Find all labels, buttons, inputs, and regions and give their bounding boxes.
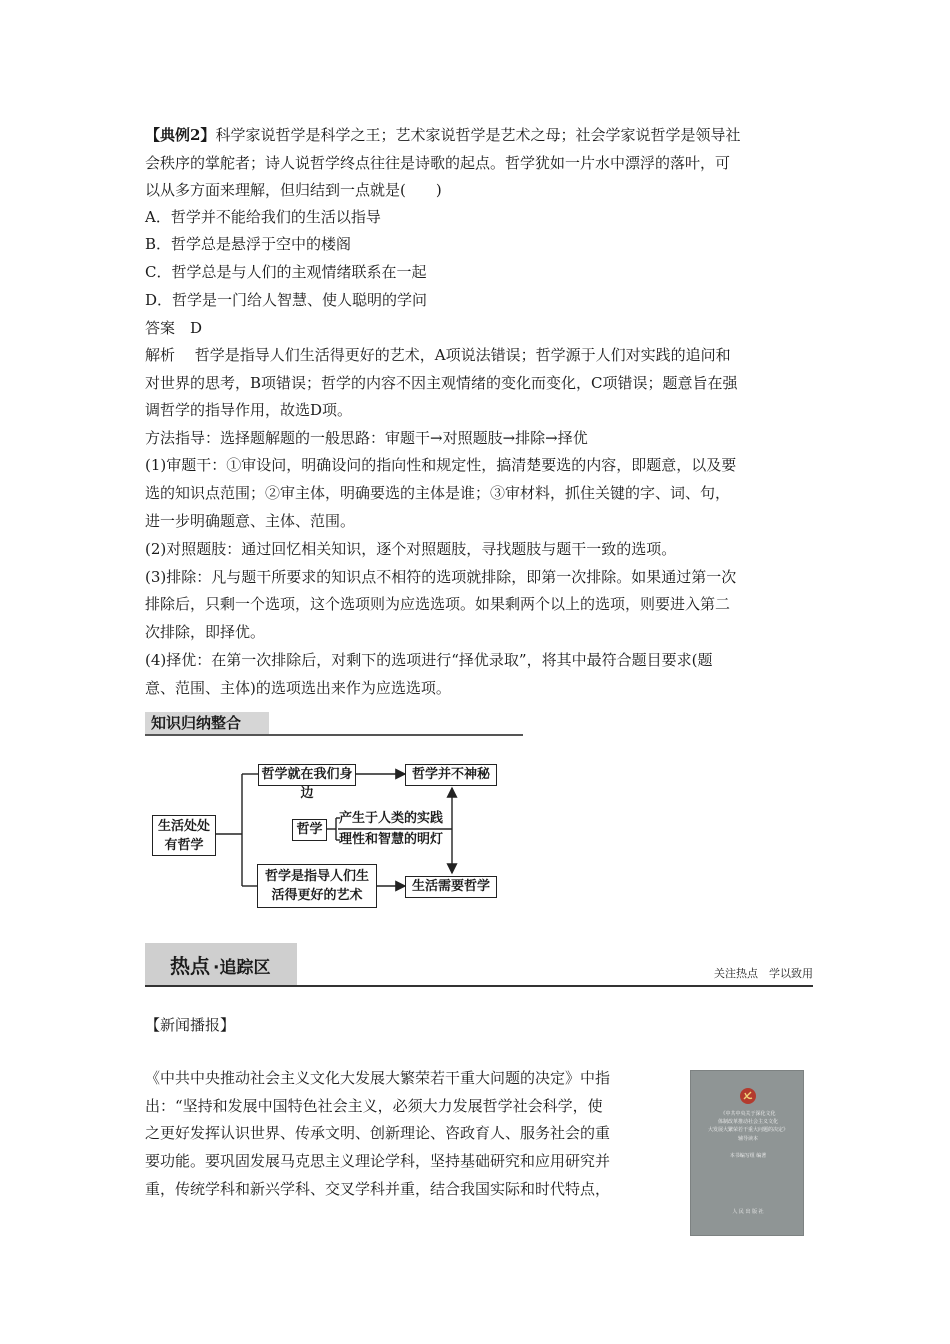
method-line-7: 排除后，只剩一个选项，这个选项则为应选选项。如果剩两个以上的选项，则要进入第二: [145, 595, 731, 613]
analysis-line-3: 调哲学的指导作用，故选D项。: [145, 401, 353, 419]
method-line-1: 方法指导：选择题解题的一般思路：审题干→对照题肢→排除→择优: [145, 429, 588, 447]
diagram-node-life-needs-philosophy: 生活需要哲学: [405, 876, 497, 898]
diagram-art-line-1: 哲学是指导人们生: [264, 869, 369, 884]
diagram-text-lamp-of-wisdom: 理性和智慧的明灯: [339, 832, 444, 847]
example-question-text: 科学家说哲学是科学之王；艺术家说哲学是艺术之母；社会学家说哲学是领导社: [215, 126, 741, 144]
answer: 答案 D: [145, 319, 203, 337]
option-a: A．哲学并不能给我们的生活以指导: [145, 208, 381, 226]
option-c: C．哲学总是与人们的主观情绪联系在一起: [145, 263, 427, 281]
example-line-3: 以从多方面来理解，但归结到一点就是( ): [145, 181, 442, 199]
diagram-node-philosophy: 哲学: [292, 819, 327, 841]
diagram-text-born-from-practice: 产生于人类的实践: [339, 811, 444, 826]
diagram-node-not-mysterious: 哲学并不神秘: [405, 764, 497, 786]
book-subtitle: 辅导读本: [737, 1136, 758, 1142]
method-line-9: (4)择优：在第一次排除后，对剩下的选项进行“择优录取”，将其中最符合题目要求(题: [145, 651, 713, 669]
book-author: 本书编写组 编著: [729, 1153, 767, 1159]
method-line-10: 意、范围、主体)的选项选出来作为应选选项。: [145, 679, 451, 697]
party-emblem-icon: [739, 1087, 757, 1105]
book-publisher: 人 民 出 版 社: [732, 1209, 764, 1215]
hot-topic-slogan: 关注热点 学以致用: [714, 967, 813, 980]
diagram-root-line-2: 有哲学: [164, 838, 204, 853]
diagram-node-art-of-living: [257, 864, 377, 908]
method-line-6: (3)排除：凡与题干所要求的知识点不相符的选项就排除，即第一次排除。如果通过第一次: [145, 568, 737, 586]
book-title-line-1: 《中共中央关于深化文化: [720, 1111, 776, 1117]
news-tag: 【新闻播报】: [145, 1016, 236, 1034]
method-line-2: (1)审题干：①审设问，明确设问的指向性和规定性，搞清楚要选的内容，即题意，以及要: [145, 456, 737, 474]
diagram-art-line-2: 活得更好的艺术: [271, 888, 363, 903]
analysis-line-2: 对世界的思考，B项错误；哲学的内容不因主观情绪的变化而变化，C项错误；题意旨在强: [145, 374, 738, 392]
method-line-3: 选的知识点范围；②审主体，明确要选的主体是谁；③审材料，抓住关键的字、词、句，: [145, 484, 731, 502]
example-tag: 【典例2】: [145, 126, 216, 144]
option-d: D．哲学是一门给人智慧、使人聪明的学问: [145, 291, 428, 309]
option-b: B．哲学总是悬浮于空中的楼阁: [145, 235, 352, 253]
diagram-root-line-1: 生活处处: [157, 819, 210, 834]
news-line-4: 要功能。要巩固发展马克思主义理论学科，坚持基础研究和应用研究并: [145, 1152, 611, 1170]
method-line-5: (2)对照题肢：通过回忆相关知识，逐个对照题肢，寻找题肢与题干一致的选项。: [145, 540, 677, 558]
hot-topic-rule: [145, 985, 813, 987]
news-line-1: 《中共中央推动社会主义文化大发展大繁荣若干重大问题的决定》中指: [145, 1069, 611, 1087]
news-line-2: 出：“坚持和发展中国特色社会主义，必须大力发展哲学社会科学，使: [145, 1097, 603, 1115]
book-cover-image: [690, 1070, 804, 1236]
news-line-3: 之更好发挥认识世界、传承文明、创新理论、咨政育人、服务社会的重: [145, 1124, 611, 1142]
diagram-root-node: [152, 815, 216, 856]
news-line-5: 重，传统学科和新兴学科、交叉学科并重，结合我国实际和时代特点，: [145, 1180, 611, 1198]
analysis-line-1: 解析 哲学是指导人们生活得更好的艺术，A项说法错误；哲学源于人们对实践的追问和: [145, 346, 731, 364]
hot-topic-title: 热点: [170, 954, 210, 978]
method-line-8: 次排除，即择优。: [145, 623, 266, 641]
book-title-line-3: 大发展大繁荣若干重大问题的决定》: [707, 1127, 788, 1133]
diagram-node-philosophy-around-us: 哲学就在我们身边: [258, 764, 356, 786]
knowledge-title: 知识归纳整合: [145, 712, 269, 734]
example-line-2: 会秩序的掌舵者；诗人说哲学终点往往是诗歌的起点。哲学犹如一片水中漂浮的落叶，可: [145, 154, 731, 172]
hot-topic-subtitle: ·追踪区: [213, 958, 271, 978]
book-title-line-2: 体制改革推动社会主义文化: [717, 1119, 778, 1125]
method-line-4: 进一步明确题意、主体、范围。: [145, 512, 356, 530]
